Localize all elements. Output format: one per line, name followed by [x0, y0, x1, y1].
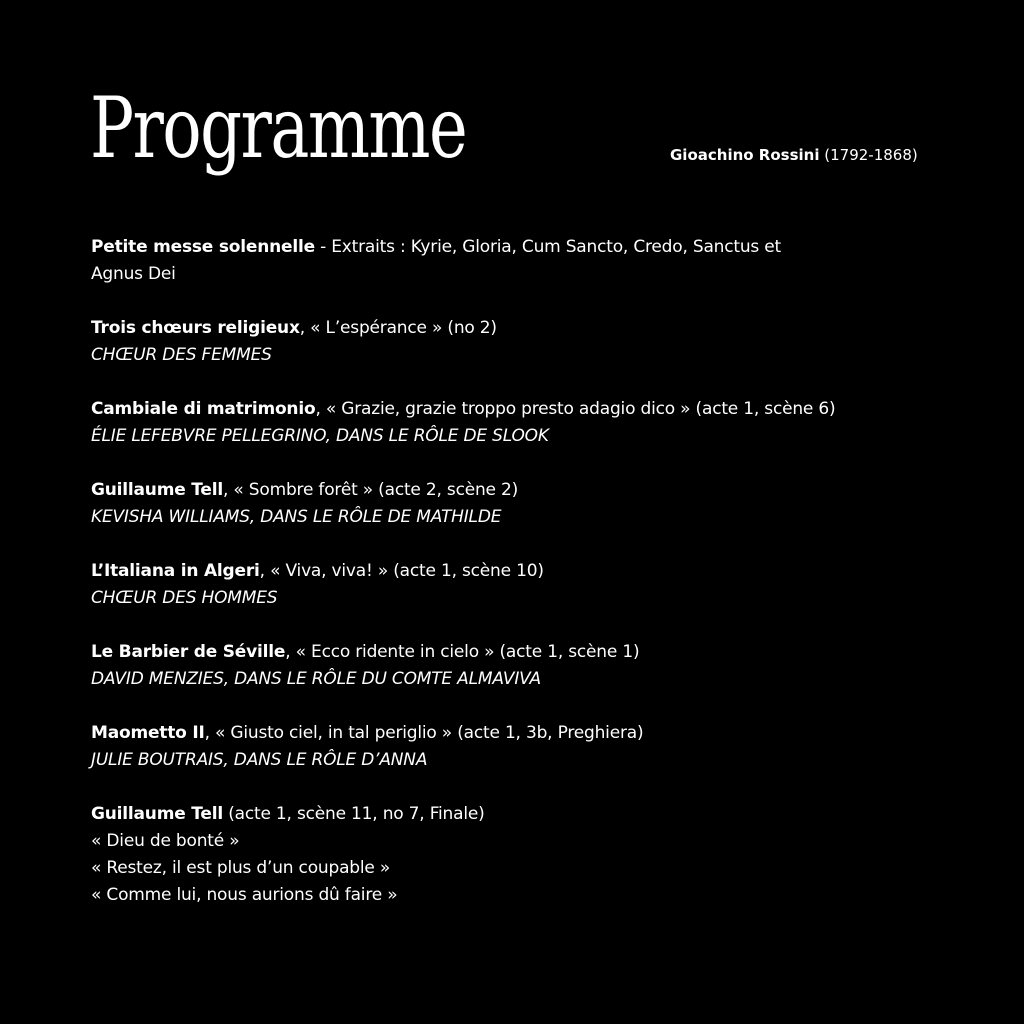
program-item-3	[91, 396, 971, 450]
performer: CHŒUR DES HOMMES	[91, 588, 278, 608]
work-title: Le Barbier de Séville	[91, 642, 286, 662]
item-heading	[91, 639, 971, 666]
work-title: L’Italiana in Algeri	[91, 561, 260, 581]
program-item-1	[91, 234, 971, 288]
program-item-5	[91, 558, 971, 612]
performer: DAVID MENZIES, DANS LE RÔLE DU COMTE ALMAVIVA	[91, 669, 541, 689]
performer: KEVISHA WILLIAMS, DANS LE RÔLE DE MATHILDE	[91, 507, 502, 527]
work-title: Trois chœurs religieux	[91, 318, 300, 338]
item-heading	[91, 234, 781, 288]
work-detail: - Extraits : Kyrie, Gloria, Cum Sancto, Credo, Sanctus et Agnus Dei	[91, 237, 782, 284]
excerpt-line: « Dieu de bonté »	[91, 831, 240, 851]
excerpt-line: « Comme lui, nous aurions dû faire »	[91, 885, 398, 905]
program-item-6	[91, 639, 971, 693]
item-heading	[91, 477, 971, 504]
item-heading	[91, 558, 971, 585]
work-title: Guillaume Tell	[91, 804, 223, 824]
program-item-8	[91, 801, 971, 909]
excerpt-line: « Restez, il est plus d’un coupable »	[91, 858, 391, 878]
performer: ÉLIE LEFEBVRE PELLEGRINO, DANS LE RÔLE DE SLOOK	[91, 426, 549, 446]
item-heading	[91, 720, 971, 747]
work-title: Petite messe solennelle	[91, 237, 315, 257]
program-list	[91, 234, 971, 936]
work-title: Maometto II	[91, 723, 205, 743]
work-title: Cambiale di matrimonio	[91, 399, 316, 419]
item-heading	[91, 801, 971, 828]
work-title: Guillaume Tell	[91, 480, 223, 500]
item-heading	[91, 315, 971, 342]
work-detail: (acte 1, scène 11, no 7, Finale)	[223, 804, 485, 824]
work-detail: , « Viva, viva! » (acte 1, scène 10)	[259, 561, 544, 581]
performer: JULIE BOUTRAIS, DANS LE RÔLE D’ANNA	[91, 750, 428, 770]
work-detail: , « Sombre forêt » (acte 2, scène 2)	[223, 480, 519, 500]
program-item-2	[91, 315, 971, 369]
performer: CHŒUR DES FEMMES	[91, 345, 272, 365]
composer-credit	[670, 144, 918, 166]
program-item-7	[91, 720, 971, 774]
work-detail: , « L’espérance » (no 2)	[299, 318, 497, 338]
item-heading	[91, 396, 971, 423]
program-item-4	[91, 477, 971, 531]
work-detail: , « Giusto ciel, in tal periglio » (acte 1, 3b, Preghiera)	[204, 723, 644, 743]
work-detail: , « Ecco ridente in cielo » (acte 1, scène 1)	[285, 642, 640, 662]
composer-name: Gioachino Rossini	[670, 146, 820, 164]
composer-dates: (1792-1868)	[824, 146, 918, 164]
work-detail: , « Grazie, grazie troppo presto adagio dico » (acte 1, scène 6)	[315, 399, 836, 419]
page-title: Programme	[90, 79, 467, 177]
